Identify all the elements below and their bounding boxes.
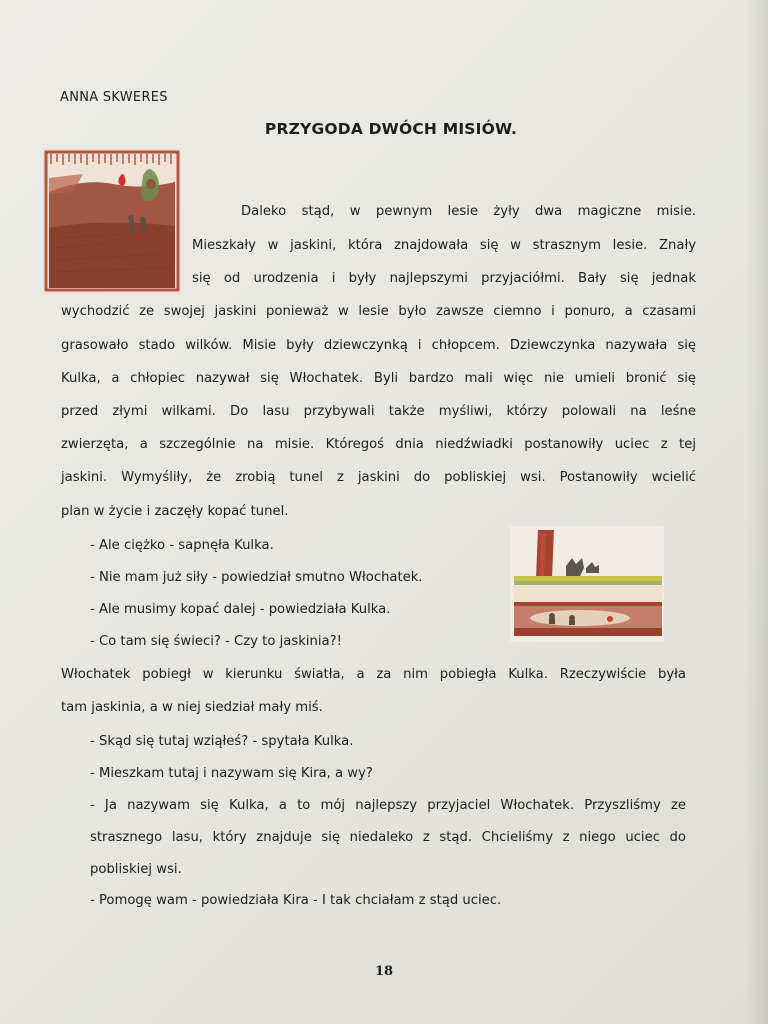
story-line-10: plan w życie i zaczęły kopać tunel.: [61, 504, 289, 519]
tunnel-illustration: [510, 526, 664, 642]
dialogue-line-5: - Skąd się tutaj wziąłeś? - spytała Kulka.: [90, 734, 354, 749]
story-line-6: Kulka, a chłopiec nazywał się Włochatek. Byli bardzo mali więc nie umieli bronić się: [61, 371, 696, 386]
page-number: 18: [374, 964, 394, 979]
story-line-1: Daleko stąd, w pewnym lesie żyły dwa magiczne misie.: [241, 204, 696, 219]
dialogue-line-7: - Ja nazywam się Kulka, a to mój najlepszy przyjaciel Włochatek. Przyszliśmy ze: [90, 798, 686, 813]
story-line-7: przed złymi wilkami. Do lasu przybywali także myśliwi, którzy polowali na leśne: [61, 404, 696, 419]
story-line-3: się od urodzenia i były najlepszymi przyjaciółmi. Bały się jednak: [192, 271, 696, 286]
story-line-5: grasowało stado wilków. Misie były dziewczynką i chłopcem. Dziewczynka nazywała się: [61, 338, 696, 353]
dialogue-line-10: - Pomogę wam - powiedziała Kira - I tak chciałam z stąd uciec.: [90, 893, 502, 908]
story-line-12: tam jaskinia, a w niej siedział mały miś.: [61, 700, 323, 715]
dialogue-line-1: - Ale ciężko - sapnęła Kulka.: [90, 538, 274, 553]
story-title: PRZYGODA DWÓCH MISIÓW.: [264, 120, 518, 138]
dialogue-line-4: - Co tam się świeci? - Czy to jaskinia?!: [90, 634, 342, 649]
dialogue-line-2: - Nie mam już siły - powiedział smutno Włochatek.: [90, 570, 423, 585]
story-line-8: zwierzęta, a szczególnie na misie. Któregoś dnia niedźwiadki postanowiły uciec z tej: [61, 437, 696, 452]
story-line-11: Włochatek pobiegł w kierunku światła, a za nim pobiegła Kulka. Rzeczywiście była: [61, 667, 686, 682]
dialogue-line-3: - Ale musimy kopać dalej - powiedziała Kulka.: [90, 602, 391, 617]
dialogue-line-9: pobliskiej wsi.: [90, 862, 182, 877]
story-line-2: Mieszkały w jaskini, która znajdowała się w strasznym lesie. Znały: [192, 238, 696, 253]
story-line-9: jaskini. Wymyśliły, że zrobią tunel z jaskini do pobliskiej wsi. Postanowiły wcielić: [61, 470, 696, 485]
dialogue-line-6: - Mieszkam tutaj i nazywam się Kira, a wy?: [90, 766, 373, 781]
author-name: ANNA SKWERES: [60, 90, 168, 105]
cave-illustration: [43, 148, 181, 294]
dialogue-line-8: strasznego lasu, który znajduje się niedaleko z stąd. Chcieliśmy z niego uciec do: [90, 830, 686, 845]
story-line-4: wychodzić ze swojej jaskini ponieważ w lesie było zawsze ciemno i ponuro, a czasami: [61, 304, 696, 319]
page-edge-shadow: [746, 0, 768, 1024]
